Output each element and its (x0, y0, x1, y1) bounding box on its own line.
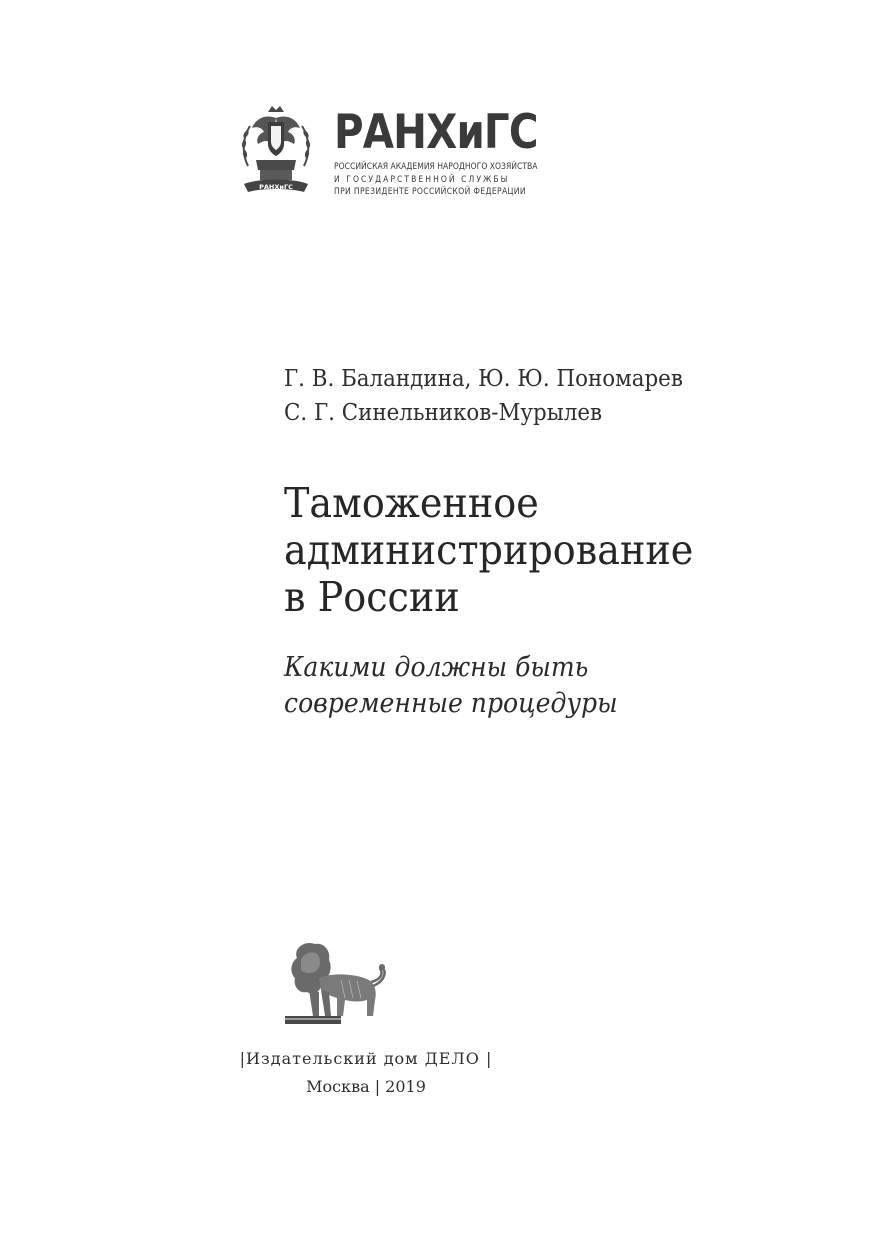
ranepa-full-name (334, 161, 546, 199)
author-line: С. Г. Синельников-Мурылев (284, 400, 603, 426)
publisher-name: |Издательский дом ДЕЛО | (239, 1049, 493, 1068)
subtitle-line: современные процедуры (284, 688, 618, 719)
emblem-ribbon-text: РАНХиГС (259, 183, 293, 191)
title-line: в России (284, 573, 460, 621)
title-line: Таможенное (284, 479, 539, 527)
lion-publisher-icon (283, 940, 395, 1030)
ranepa-logo (238, 104, 548, 200)
subtitle-line: Какими должны быть (284, 652, 589, 683)
full-name-line: И ГОСУДАРСТВЕННОЙ СЛУЖБЫ (334, 174, 510, 185)
coat-of-arms-icon (238, 104, 314, 198)
book-subtitle (284, 650, 643, 722)
ranepa-abbreviation: РАНХиГС (334, 105, 538, 160)
author-line: Г. В. Баландина, Ю. Ю. Пономарев (284, 366, 683, 392)
title-line: администрирование (284, 526, 694, 574)
full-name-line: ПРИ ПРЕЗИДЕНТЕ РОССИЙСКОЙ ФЕДЕРАЦИИ (334, 187, 526, 197)
full-name-line: РОССИЙСКАЯ АКАДЕМИЯ НАРОДНОГО ХОЗЯЙСТВА (334, 162, 538, 172)
authors (284, 362, 713, 430)
book-title (284, 480, 724, 621)
place-and-year: Москва | 2019 (306, 1077, 426, 1096)
